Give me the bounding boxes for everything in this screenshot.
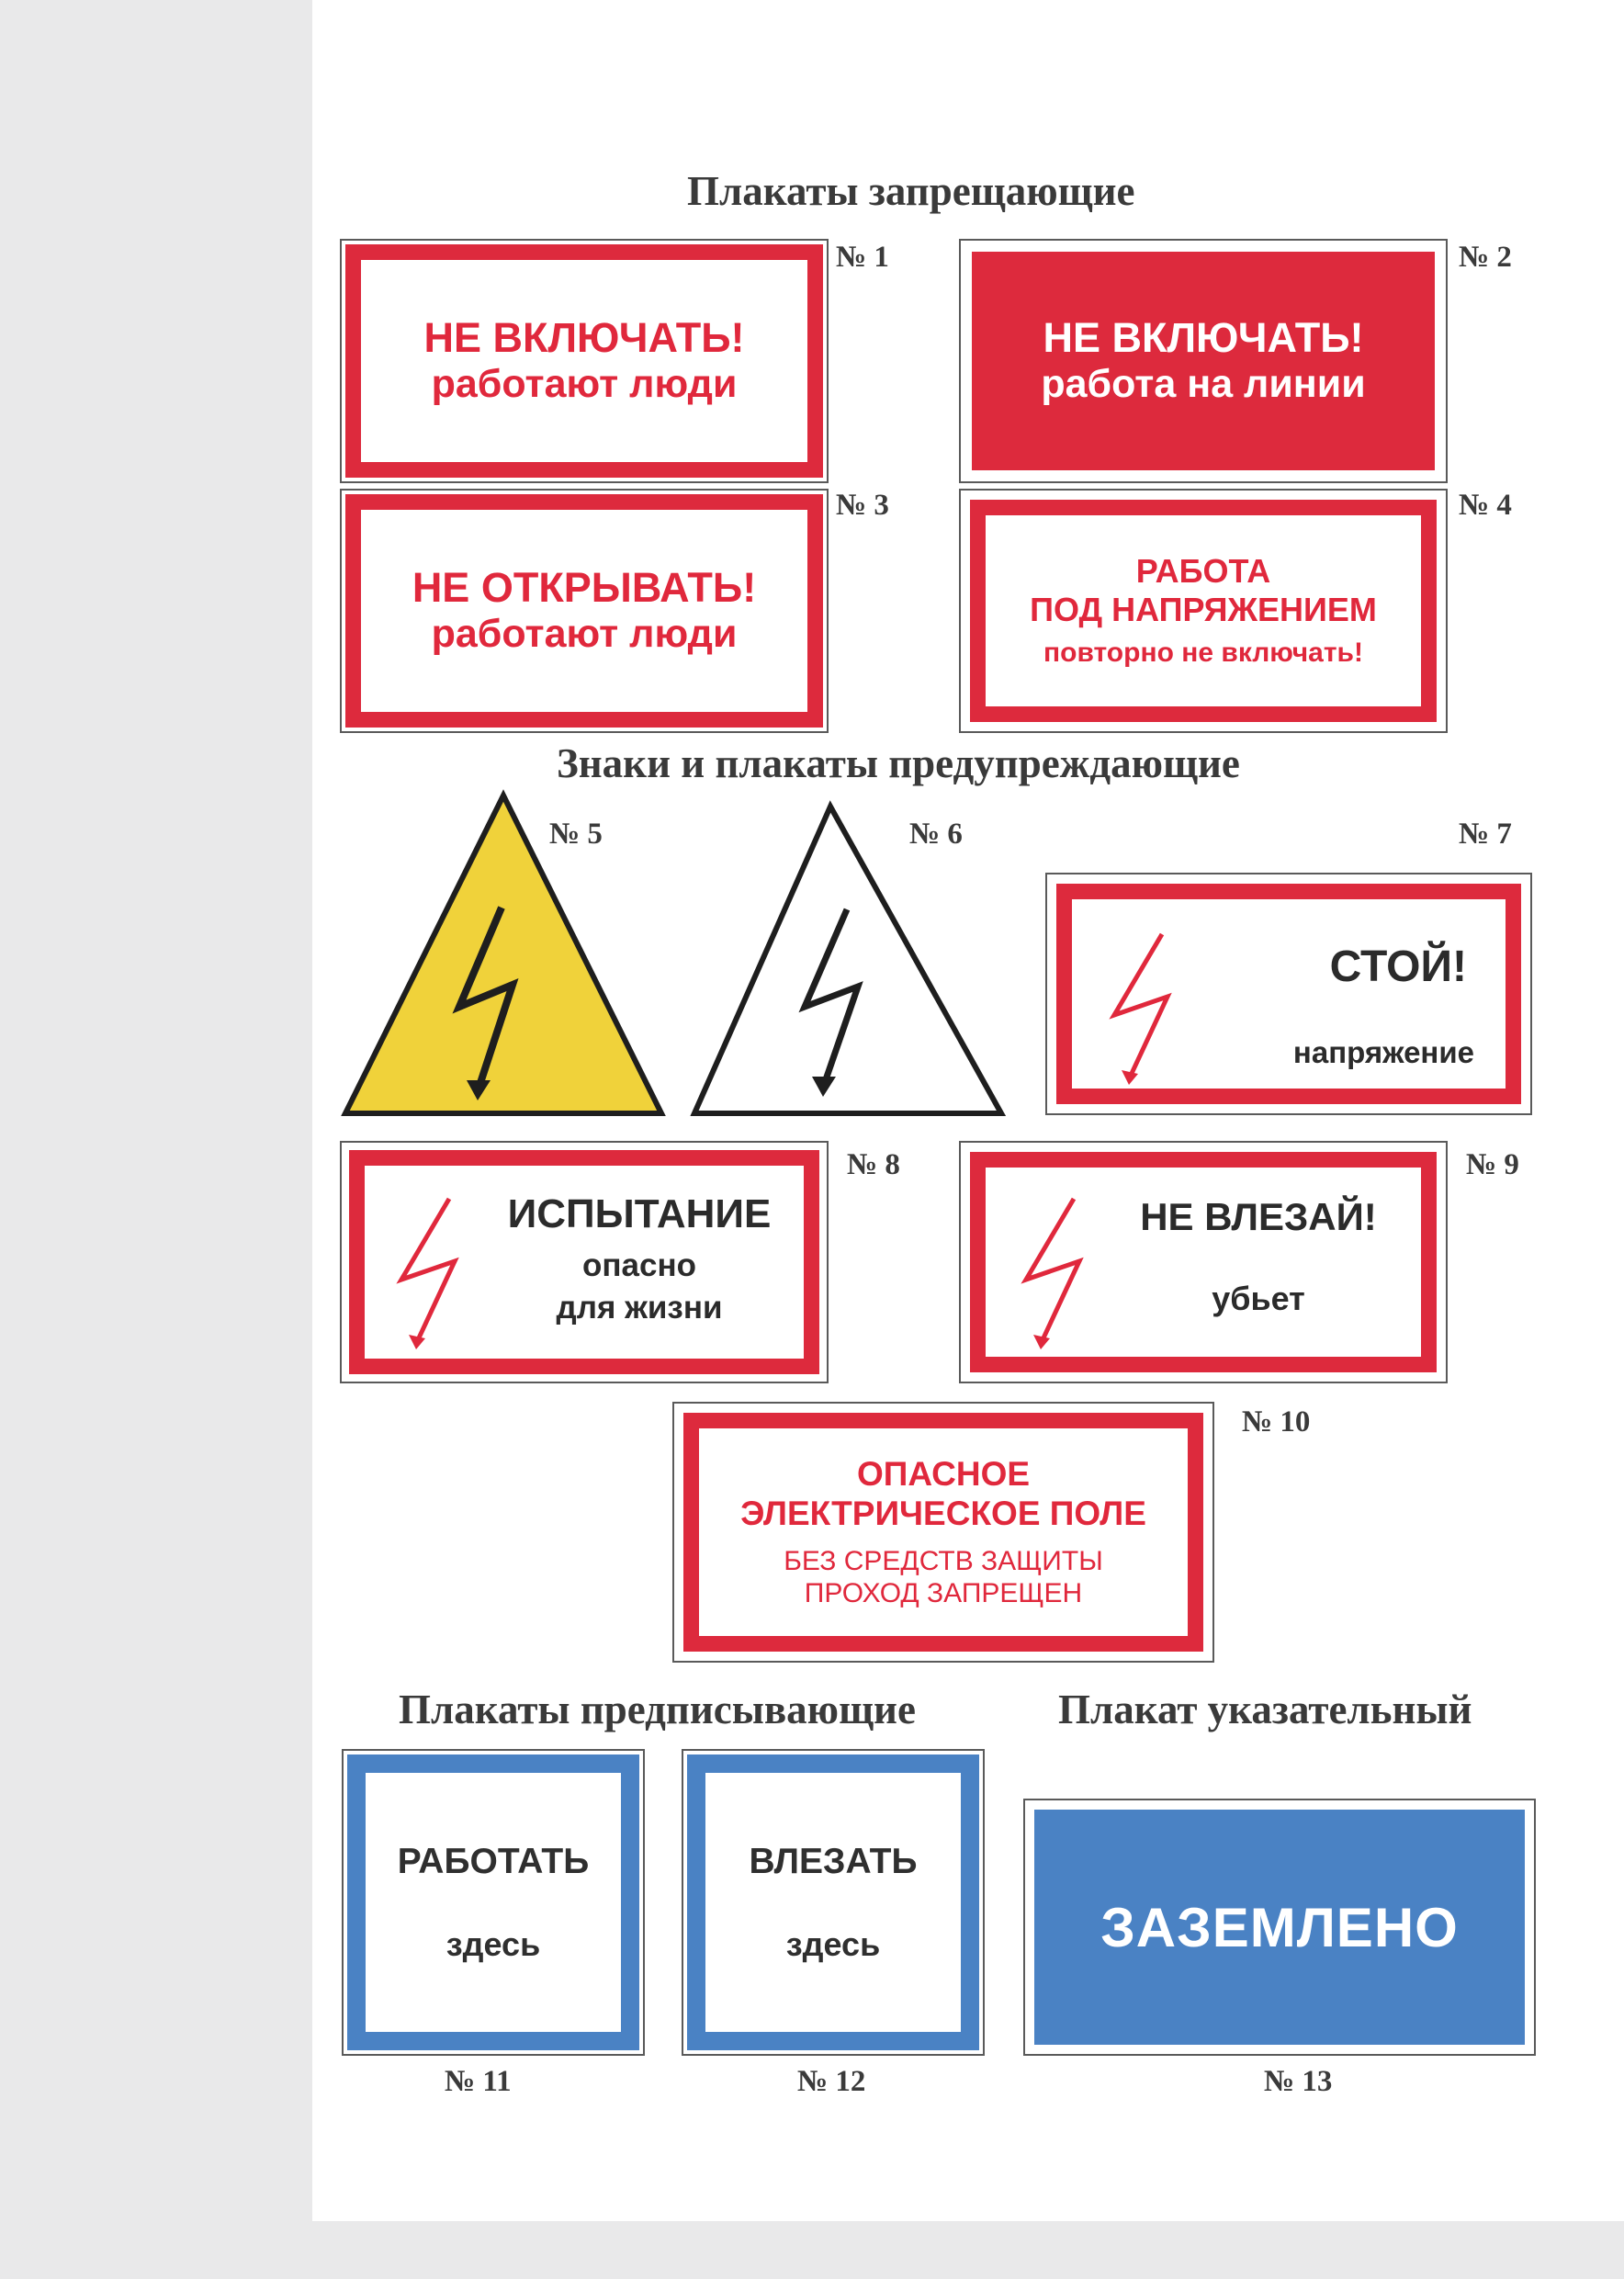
sign-3 — [340, 489, 829, 733]
sign-10-line-1: ОПАСНОЕ — [856, 1454, 1031, 1493]
sign-12-frame — [687, 1754, 979, 2050]
sign-4 — [959, 489, 1448, 733]
sign-10-number: № 10 — [1242, 1405, 1311, 1438]
sign-11-number: № 11 — [445, 2065, 512, 2098]
sign-6-number: № 6 — [909, 818, 963, 851]
sign-8-number: № 8 — [847, 1148, 900, 1181]
sign-11-title: РАБОТАТЬ — [397, 1841, 590, 1881]
sign-10-frame — [683, 1413, 1203, 1652]
sign-12-title: ВЛЕЗАТЬ — [749, 1841, 918, 1881]
sign-8-title: ИСПЫТАНИЕ — [507, 1191, 772, 1236]
sign-2-number: № 2 — [1459, 241, 1512, 274]
sign-2 — [959, 239, 1448, 483]
sign-2-frame — [972, 252, 1435, 470]
sign-13-title: ЗАЗЕМЛЕНО — [1100, 1896, 1459, 1958]
sign-13 — [1023, 1799, 1536, 2056]
lightning-bolt-icon — [385, 1191, 486, 1357]
sign-11-subtitle: здесь — [445, 1924, 541, 1963]
sign-8-frame — [349, 1150, 819, 1374]
sign-12 — [682, 1749, 985, 2056]
sign-13-frame — [1034, 1810, 1525, 2045]
sign-2-title: НЕ ВКЛЮЧАТЬ! — [1043, 314, 1364, 362]
sign-7-title: СТОЙ! — [1329, 942, 1467, 991]
sign-9-number: № 9 — [1466, 1148, 1519, 1181]
sign-12-number: № 12 — [797, 2065, 866, 2098]
sign-4-line-3: повторно не включать! — [1043, 637, 1363, 669]
heading-warning: Знаки и плакаты предупреждающие — [557, 740, 1240, 786]
sign-10-line-3: БЕЗ СРЕДСТВ ЗАЩИТЫ — [784, 1546, 1103, 1577]
sign-13-number: № 13 — [1264, 2065, 1333, 2098]
sign-7-frame — [1056, 884, 1521, 1104]
heading-prescribing: Плакаты предписывающие — [399, 1687, 916, 1732]
heading-prohibiting: Плакаты запрещающие — [687, 168, 1135, 214]
sign-8 — [340, 1141, 829, 1383]
sign-10-line-4: ПРОХОД ЗАПРЕЩЕН — [804, 1577, 1083, 1608]
sign-3-title: НЕ ОТКРЫВАТЬ! — [412, 564, 757, 612]
sign-11 — [342, 1749, 645, 2056]
sign-5-number: № 5 — [549, 818, 603, 851]
sign-7 — [1045, 873, 1532, 1115]
sign-4-line-1: РАБОТА — [1135, 552, 1271, 591]
sign-9 — [959, 1141, 1448, 1383]
sign-3-frame — [345, 494, 823, 728]
sign-1-number: № 1 — [836, 241, 889, 274]
sign-4-number: № 4 — [1459, 489, 1512, 522]
sign-2-subtitle: работа на линии — [1041, 362, 1366, 407]
sign-7-subtitle: напряжение — [1292, 1035, 1474, 1069]
sign-8-line-3: для жизни — [556, 1289, 723, 1326]
sign-1-subtitle: работают люди — [431, 362, 738, 407]
sign-12-subtitle: здесь — [785, 1924, 881, 1963]
lightning-bolt-icon — [1098, 927, 1199, 1092]
sign-5-yellow-triangle — [338, 788, 669, 1121]
sign-7-number: № 7 — [1459, 818, 1512, 851]
sign-9-subtitle: убьет — [1212, 1280, 1305, 1318]
sign-1-frame — [345, 244, 823, 478]
sign-11-frame — [347, 1754, 639, 2050]
sign-1 — [340, 239, 829, 483]
sign-1-title: НЕ ВКЛЮЧАТЬ! — [423, 314, 745, 362]
sign-4-frame — [970, 500, 1437, 722]
lightning-bolt-icon — [1009, 1191, 1111, 1357]
sign-3-subtitle: работают люди — [431, 612, 738, 657]
sign-3-number: № 3 — [836, 489, 889, 522]
heading-indicating: Плакат указательный — [1058, 1687, 1472, 1732]
sign-10 — [672, 1402, 1214, 1663]
sign-10-line-2: ЭЛЕКТРИЧЕСКОЕ ПОЛЕ — [740, 1494, 1146, 1532]
sign-9-title: НЕ ВЛЕЗАЙ! — [1140, 1195, 1377, 1238]
sign-9-frame — [970, 1152, 1437, 1372]
sign-4-line-2: ПОД НАПРЯЖЕНИЕМ — [1030, 590, 1377, 628]
sign-8-line-2: опасно — [582, 1247, 696, 1283]
